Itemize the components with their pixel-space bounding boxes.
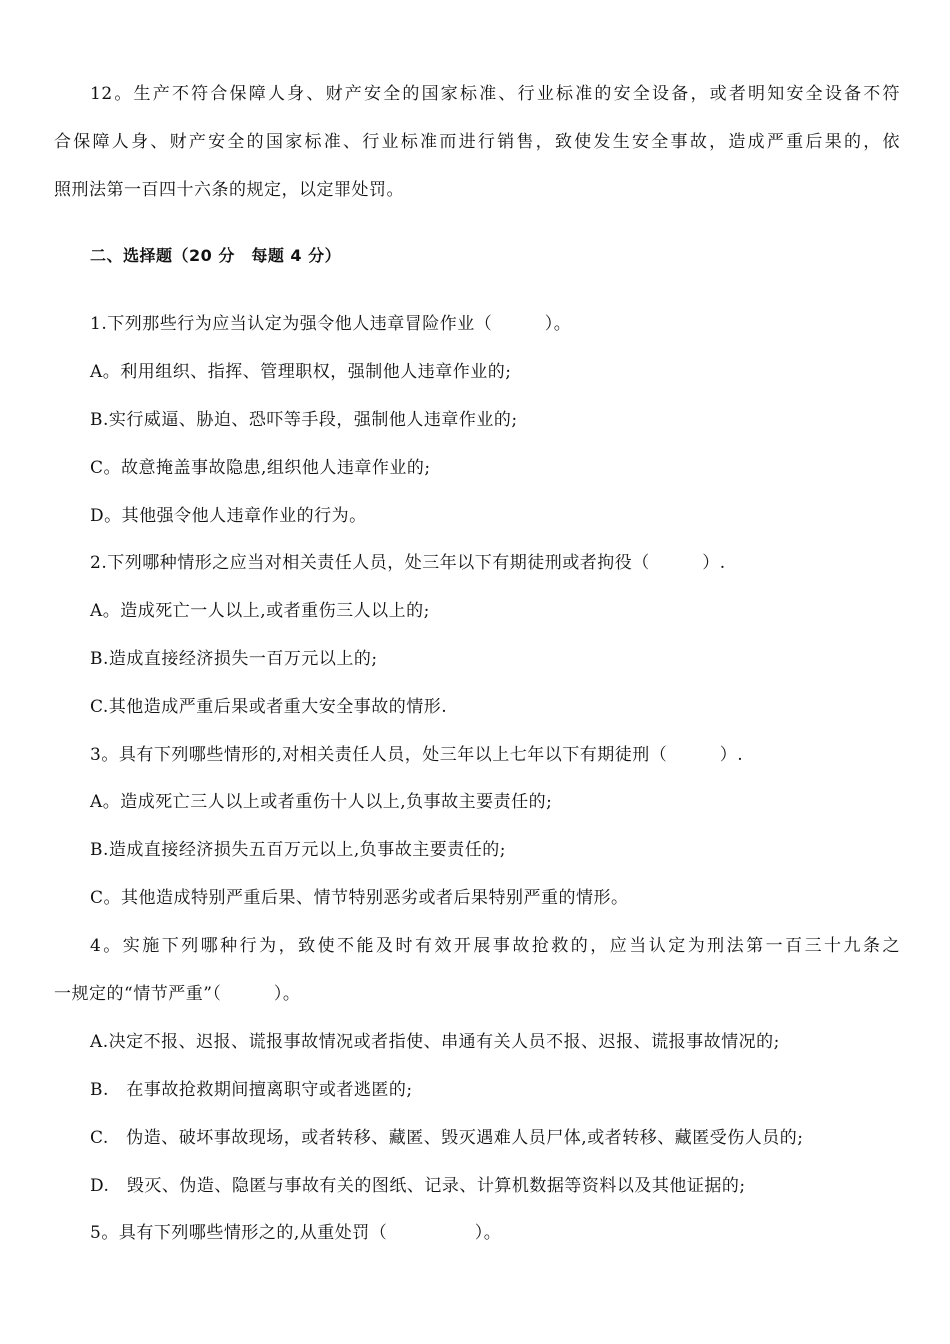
question-2-option-b: B.造成直接经济损失一百万元以上的; [90,649,378,669]
question-5-stem: 5。具有下列哪些情形之的,从重处罚（ ）。 [90,1223,502,1243]
paragraph-12-line-2: 合保障人身、财产安全的国家标准、行业标准而进行销售，致使发生安全事故，造成严重后果的，依 [54,132,900,152]
question-4-option-b: B. 在事故抢救期间擅离职守或者逃匿的; [90,1080,413,1100]
question-4-option-d: D. 毁灭、伪造、隐匿与事故有关的图纸、记录、计算机数据等资料以及其他证据的; [90,1176,746,1196]
question-1-option-b: B.实行威逼、胁迫、恐吓等手段，强制他人违章作业的; [90,410,518,430]
question-3-stem: 3。具有下列哪些情形的,对相关责任人员，处三年以上七年以下有期徒刑（ ）. [90,745,744,765]
question-4-option-c: C. 伪造、破坏事故现场，或者转移、藏匿、毁灭遇难人员尸体,或者转移、藏匿受伤人员的; [90,1128,804,1148]
question-2-stem: 2.下列哪种情形之应当对相关责任人员，处三年以下有期徒刑或者拘役（ ）. [90,553,726,573]
question-2-option-a: A。造成死亡一人以上,或者重伤三人以上的; [90,601,430,621]
paragraph-12-line-1: 12。生产不符合保障人身、财产安全的国家标准、行业标准的安全设备，或者明知安全设备不符 [90,84,900,104]
section-heading-choice: 二、选择题（20 分 每题 4 分） [90,246,342,265]
question-3-option-c: C。其他造成特别严重后果、情节特别恶劣或者后果特别严重的情形。 [90,888,629,908]
question-4-option-a: A.决定不报、迟报、谎报事故情况或者指使、串通有关人员不报、迟报、谎报事故情况的; [90,1032,780,1052]
question-1-option-a: A。利用组织、指挥、管理职权，强制他人违章作业的; [90,362,512,382]
question-3-option-b: B.造成直接经济损失五百万元以上,负事故主要责任的; [90,840,507,860]
question-3-option-a: A。造成死亡三人以上或者重伤十人以上,负事故主要责任的; [90,792,553,812]
question-1-stem: 1.下列那些行为应当认定为强令他人违章冒险作业（ ）。 [90,314,572,334]
paragraph-12-line-3: 照刑法第一百四十六条的规定，以定罪处罚。 [54,180,404,200]
question-4-stem-line-1: 4。实施下列哪种行为，致使不能及时有效开展事故抢救的，应当认定为刑法第一百三十九条之 [90,936,900,956]
question-1-option-d: D。其他强令他人违章作业的行为。 [90,506,367,526]
question-1-option-c: C。故意掩盖事故隐患,组织他人违章作业的; [90,458,431,478]
question-4-stem-line-2: 一规定的“情节严重”（ ）。 [54,984,301,1004]
question-2-option-c: C.其他造成严重后果或者重大安全事故的情形. [90,697,448,717]
